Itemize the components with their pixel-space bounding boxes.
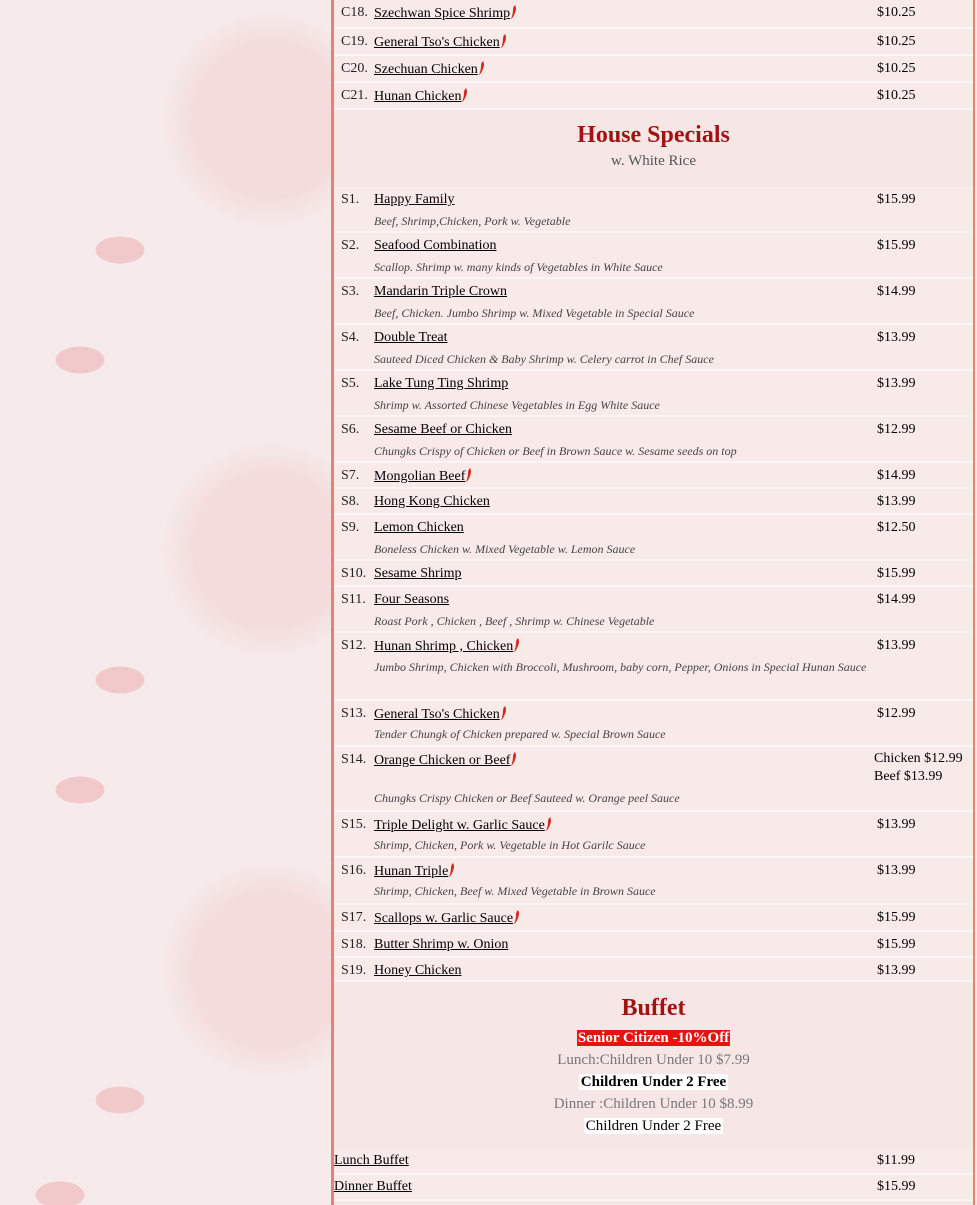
item-name-link[interactable]: Seafood Combination xyxy=(374,238,497,253)
menu-item-s5 xyxy=(334,371,973,417)
menu-content xyxy=(334,0,973,1205)
item-name-link[interactable]: General Tso's Chicken xyxy=(374,34,507,51)
menu-item-s18 xyxy=(334,932,973,958)
chili-pepper-icon xyxy=(514,910,520,924)
item-code: S14. xyxy=(341,752,367,767)
item-code: C21. xyxy=(341,88,368,103)
item-code: S6. xyxy=(341,422,360,437)
lunch-children-free xyxy=(334,1071,973,1093)
item-price: $13.99 xyxy=(877,376,916,391)
item-price: $13.99 xyxy=(877,817,916,832)
item-name-link[interactable]: Hunan Shrimp , Chicken xyxy=(374,638,520,655)
lunch-free-label: Children Under 2 Free xyxy=(580,1074,727,1090)
menu-item-s16 xyxy=(334,858,973,905)
item-description: Shrimp, Chicken, Pork w. Vegetable in Hot Garilc Sauce xyxy=(374,838,646,852)
menu-item-c21 xyxy=(334,83,973,110)
item-price: $12.99 xyxy=(877,706,916,721)
item-price: $15.99 xyxy=(877,937,916,952)
item-description: Scallop. Shrimp w. many kinds of Vegetables in White Sauce xyxy=(374,260,663,274)
item-price: $11.99 xyxy=(877,1153,915,1168)
menu-item-s4 xyxy=(334,325,973,371)
menu-item-s2 xyxy=(334,233,973,279)
item-code: S10. xyxy=(341,566,367,581)
item-price: $10.25 xyxy=(877,88,916,103)
menu-item-s15 xyxy=(334,812,973,858)
menu-item-s8 xyxy=(334,489,973,515)
item-price: $10.25 xyxy=(877,34,916,49)
item-price: $14.99 xyxy=(877,468,916,483)
item-code: S3. xyxy=(341,284,360,299)
item-price: $15.99 xyxy=(877,238,916,253)
item-name-link[interactable]: Honey Chicken xyxy=(374,963,462,978)
item-code: S15. xyxy=(341,817,367,832)
chili-pepper-icon xyxy=(466,468,472,482)
item-price: $13.99 xyxy=(877,330,916,345)
item-code: S4. xyxy=(341,330,360,345)
item-code: S12. xyxy=(341,638,367,653)
item-name-link[interactable]: Sesame Beef or Chicken xyxy=(374,422,513,437)
item-name-link[interactable]: Orange Chicken or Beef xyxy=(374,752,517,769)
item-code: S9. xyxy=(341,520,360,535)
menu-item-s6 xyxy=(334,417,973,463)
item-description: Tender Chungk of Chicken prepared w. Special Brown Sauce xyxy=(374,727,666,741)
item-name-link[interactable]: Szechuan Chicken xyxy=(374,61,485,78)
item-price: $13.99 xyxy=(877,494,916,509)
menu-item-c19 xyxy=(334,29,973,56)
item-description: Chungks Crispy of Chicken or Beef in Brown Sauce w. Sesame seeds on top xyxy=(374,444,737,458)
house-specials-header xyxy=(334,122,973,170)
item-code: S11. xyxy=(341,592,366,607)
item-price: $12.50 xyxy=(877,520,916,535)
item-price: $13.99 xyxy=(877,863,916,878)
dinner-children-free xyxy=(334,1115,973,1137)
item-code: S19. xyxy=(341,963,367,978)
buffet-header xyxy=(334,995,973,1137)
lunch-children-price: Lunch:Children Under 10 $7.99 xyxy=(557,1052,750,1068)
item-code: S5. xyxy=(341,376,360,391)
menu-item-s17 xyxy=(334,905,973,932)
item-name-link[interactable]: Lake Tung Ting Shrimp xyxy=(374,376,509,391)
item-name-link[interactable]: Hong Kong Chicken xyxy=(374,494,490,509)
item-price: $15.99 xyxy=(877,1179,916,1194)
item-code: S2. xyxy=(341,238,360,253)
item-code: S1. xyxy=(341,192,360,207)
menu-item-s19 xyxy=(334,958,973,982)
menu-item-s7 xyxy=(334,463,973,489)
section-subtitle: w. White Rice xyxy=(611,153,696,169)
item-price: $15.99 xyxy=(877,566,916,581)
chili-pepper-icon xyxy=(479,61,485,75)
chili-pepper-icon xyxy=(511,752,517,766)
item-description: Shrimp, Chicken, Beef w. Mixed Vegetable in Brown Sauce xyxy=(374,884,656,898)
item-code: S13. xyxy=(341,706,367,721)
price-chicken: Chicken $12.99 xyxy=(874,751,963,766)
menu-item-s14 xyxy=(334,747,973,812)
item-name-link[interactable]: Sesame Shrimp xyxy=(374,566,462,581)
menu-item-c18 xyxy=(334,0,973,29)
item-code: S8. xyxy=(341,494,360,509)
menu-item-s1 xyxy=(334,187,973,233)
item-description: Beef, Shrimp,Chicken, Pork w. Vegetable xyxy=(374,214,571,228)
item-name-link[interactable]: Mongolian Beef xyxy=(374,468,472,485)
item-name-link[interactable]: Butter Shrimp w. Onion xyxy=(374,937,509,952)
item-description: Beef, Chicken. Jumbo Shrimp w. Mixed Vegetable in Special Sauce xyxy=(374,306,695,320)
chili-pepper-icon xyxy=(511,5,517,19)
menu-item-s9 xyxy=(334,515,973,561)
menu-item-s13 xyxy=(334,701,973,747)
menu-item-s10 xyxy=(334,561,973,587)
price-beef: Beef $13.99 xyxy=(874,769,943,784)
item-code: S7. xyxy=(341,468,360,483)
buffet-item-lunch xyxy=(334,1149,973,1175)
dinner-children-price: Dinner :Children Under 10 $8.99 xyxy=(553,1096,754,1112)
right-border-divider xyxy=(973,0,975,1205)
item-name-link[interactable]: Dinner Buffet xyxy=(334,1179,412,1194)
item-code: C18. xyxy=(341,5,368,20)
menu-item-s11 xyxy=(334,587,973,633)
item-price: $13.99 xyxy=(877,638,916,653)
item-price: $14.99 xyxy=(877,592,916,607)
item-price xyxy=(874,750,963,786)
item-name-link[interactable]: Scallops w. Garlic Sauce xyxy=(374,910,520,927)
item-price: $14.99 xyxy=(877,284,916,299)
dinner-free-label: Children Under 2 Free xyxy=(585,1118,722,1134)
item-name-link[interactable]: Hunan Triple xyxy=(374,863,455,880)
item-code: C20. xyxy=(341,61,368,76)
item-code: S18. xyxy=(341,937,367,952)
item-description: Sauteed Diced Chicken & Baby Shrimp w. Celery carrot in Chef Sauce xyxy=(374,352,714,366)
item-description: Shrimp w. Assorted Chinese Vegetables in Egg White Sauce xyxy=(374,398,660,412)
floral-background-left xyxy=(0,0,331,1205)
item-name-link[interactable]: Mandarin Triple Crown xyxy=(374,284,507,299)
item-name-link[interactable]: Lemon Chicken xyxy=(374,520,464,535)
menu-item-s3 xyxy=(334,279,973,325)
item-price: $10.25 xyxy=(877,5,916,20)
item-price: $10.25 xyxy=(877,61,916,76)
item-name-link[interactable]: Happy Family xyxy=(374,192,455,207)
item-code: S17. xyxy=(341,910,367,925)
chili-pepper-icon xyxy=(514,638,520,652)
item-name-link[interactable]: General Tso's Chicken xyxy=(374,706,507,723)
chili-pepper-icon xyxy=(501,34,507,48)
item-name-link[interactable]: Hunan Chicken xyxy=(374,88,468,105)
section-title: House Specials xyxy=(577,122,730,148)
item-description: Boneless Chicken w. Mixed Vegetable w. Lemon Sauce xyxy=(374,542,636,556)
senior-discount-badge: Senior Citizen -10%Off xyxy=(577,1030,730,1046)
menu-item-c20 xyxy=(334,56,973,83)
section-title: Buffet xyxy=(621,995,686,1021)
item-price: $12.99 xyxy=(877,422,916,437)
item-name-link[interactable]: Szechwan Spice Shrimp xyxy=(374,5,517,22)
item-description: Roast Pork , Chicken , Beef , Shrimp w. Chinese Vegetable xyxy=(374,614,655,628)
chili-pepper-icon xyxy=(546,817,552,831)
item-name-link[interactable]: Lunch Buffet xyxy=(334,1153,409,1168)
chili-pepper-icon xyxy=(501,706,507,720)
chili-pepper-icon xyxy=(462,88,468,102)
item-code: C19. xyxy=(341,34,368,49)
chili-pepper-icon xyxy=(449,863,455,877)
item-description: Chungks Crispy Chicken or Beef Sauteed w. Orange peel Sauce xyxy=(374,791,680,805)
item-price: $15.99 xyxy=(877,910,916,925)
senior-discount-line xyxy=(334,1027,973,1049)
item-name-link[interactable]: Triple Delight w. Garlic Sauce xyxy=(374,817,552,834)
item-price: $13.99 xyxy=(877,963,916,978)
menu-item-s12 xyxy=(334,633,973,701)
item-description: Jumbo Shrimp, Chicken with Broccoli, Mushroom, baby corn, Pepper, Onions in Special Hunan Sauce xyxy=(374,660,867,674)
item-price: $15.99 xyxy=(877,192,916,207)
buffet-item-dinner xyxy=(334,1175,973,1201)
item-name-link[interactable]: Four Seasons xyxy=(374,592,450,607)
item-code: S16. xyxy=(341,863,367,878)
item-name-link[interactable]: Double Treat xyxy=(374,330,448,345)
